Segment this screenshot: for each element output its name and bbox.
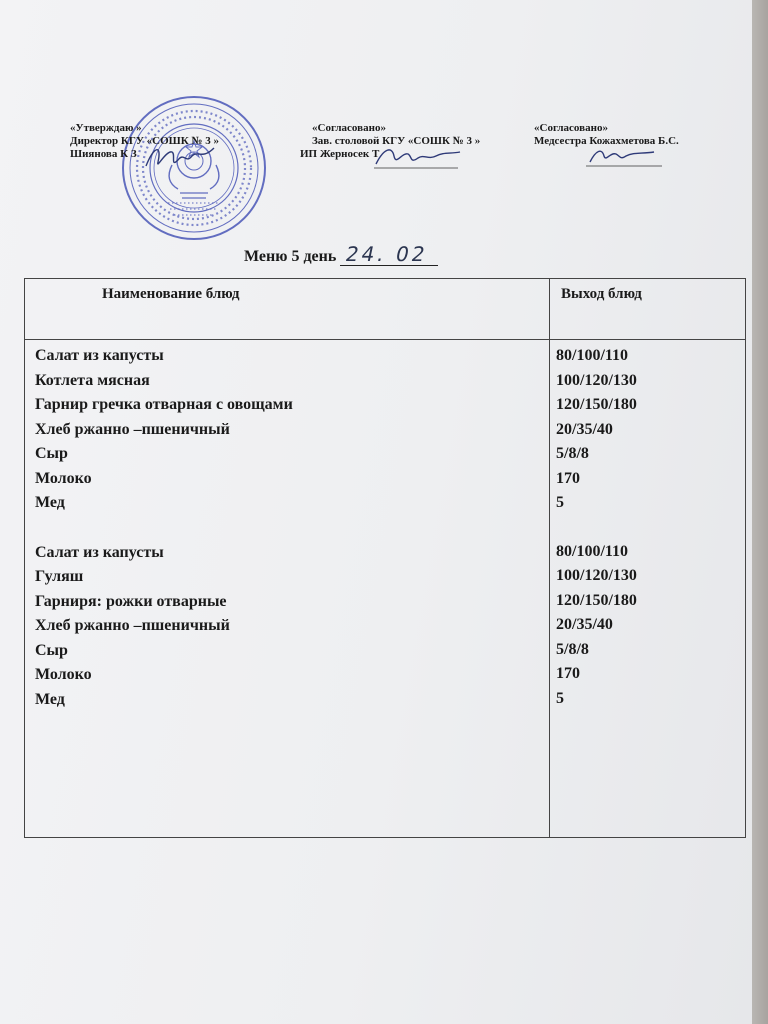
approval-nurse-name: Медсестра Кожахметова Б.С. xyxy=(534,135,679,147)
portions-cell xyxy=(550,340,746,838)
list-item: 100/120/130 xyxy=(556,371,637,389)
list-item: Молоко xyxy=(35,469,92,487)
list-item: Сыр xyxy=(35,641,68,659)
list-item: 100/120/130 xyxy=(556,567,637,584)
dishes-cell xyxy=(25,340,550,838)
list-item: 120/150/180 xyxy=(556,591,637,609)
canteen-signature-icon xyxy=(372,142,464,172)
approval-canteen-name: ИП Жерносек Т xyxy=(300,148,380,160)
list-item: 20/35/40 xyxy=(556,616,613,633)
list-item: Котлета мясная xyxy=(35,371,150,389)
menu-date: 24. 02 xyxy=(343,242,431,266)
approval-director-title: «Утверждаю » xyxy=(70,122,142,134)
list-item: 170 xyxy=(556,469,580,487)
menu-title-label: Меню 5 день xyxy=(244,248,337,265)
list-item: 5/8/8 xyxy=(556,640,589,658)
list-item: 5 xyxy=(556,494,564,511)
list-item: Гуляш xyxy=(35,568,84,585)
director-signature-icon xyxy=(140,140,220,176)
approval-canteen-title: «Согласовано» xyxy=(312,122,386,134)
approval-director-position: Директор КГУ «СОШК № 3 » xyxy=(70,135,220,147)
list-item: Хлеб ржанно –пшеничный xyxy=(35,617,230,634)
list-item: Гарниря: рожки отварные xyxy=(35,592,227,610)
meal-separator xyxy=(35,516,548,541)
list-item: Мед xyxy=(35,690,65,708)
list-item: 5/8/8 xyxy=(556,445,589,462)
menu-table xyxy=(24,278,746,838)
list-item: Салат из капусты xyxy=(35,543,164,561)
list-item: 80/100/110 xyxy=(556,542,629,560)
list-item: Сыр xyxy=(35,445,68,462)
list-item: 170 xyxy=(556,665,580,682)
list-item: Гарнир гречка отварная с овощами xyxy=(35,396,293,413)
list-item: 20/35/40 xyxy=(556,420,613,438)
approval-nurse-title: «Согласовано» xyxy=(534,122,608,134)
meal-separator xyxy=(556,516,744,540)
menu-title xyxy=(244,242,438,266)
list-item: Хлеб ржанно –пшеничный xyxy=(35,420,230,438)
list-item: Мед xyxy=(35,494,65,511)
list-item: 80/100/110 xyxy=(556,347,629,364)
header-dish-name: Наименование блюд xyxy=(25,279,550,340)
header-portion: Выход блюд xyxy=(550,279,746,340)
list-item: 5 xyxy=(556,689,564,707)
approval-canteen-position: Зав. столовой КГУ «СОШК № 3 » xyxy=(312,135,481,147)
list-item: 120/150/180 xyxy=(556,396,637,413)
nurse-signature-icon xyxy=(584,142,664,170)
list-item: Салат из капусты xyxy=(35,347,164,364)
list-item: Молоко xyxy=(35,666,92,683)
approval-director-name: Шиянова К З xyxy=(70,148,137,160)
paper-edge xyxy=(752,0,768,1024)
menu-date-field xyxy=(340,242,438,266)
